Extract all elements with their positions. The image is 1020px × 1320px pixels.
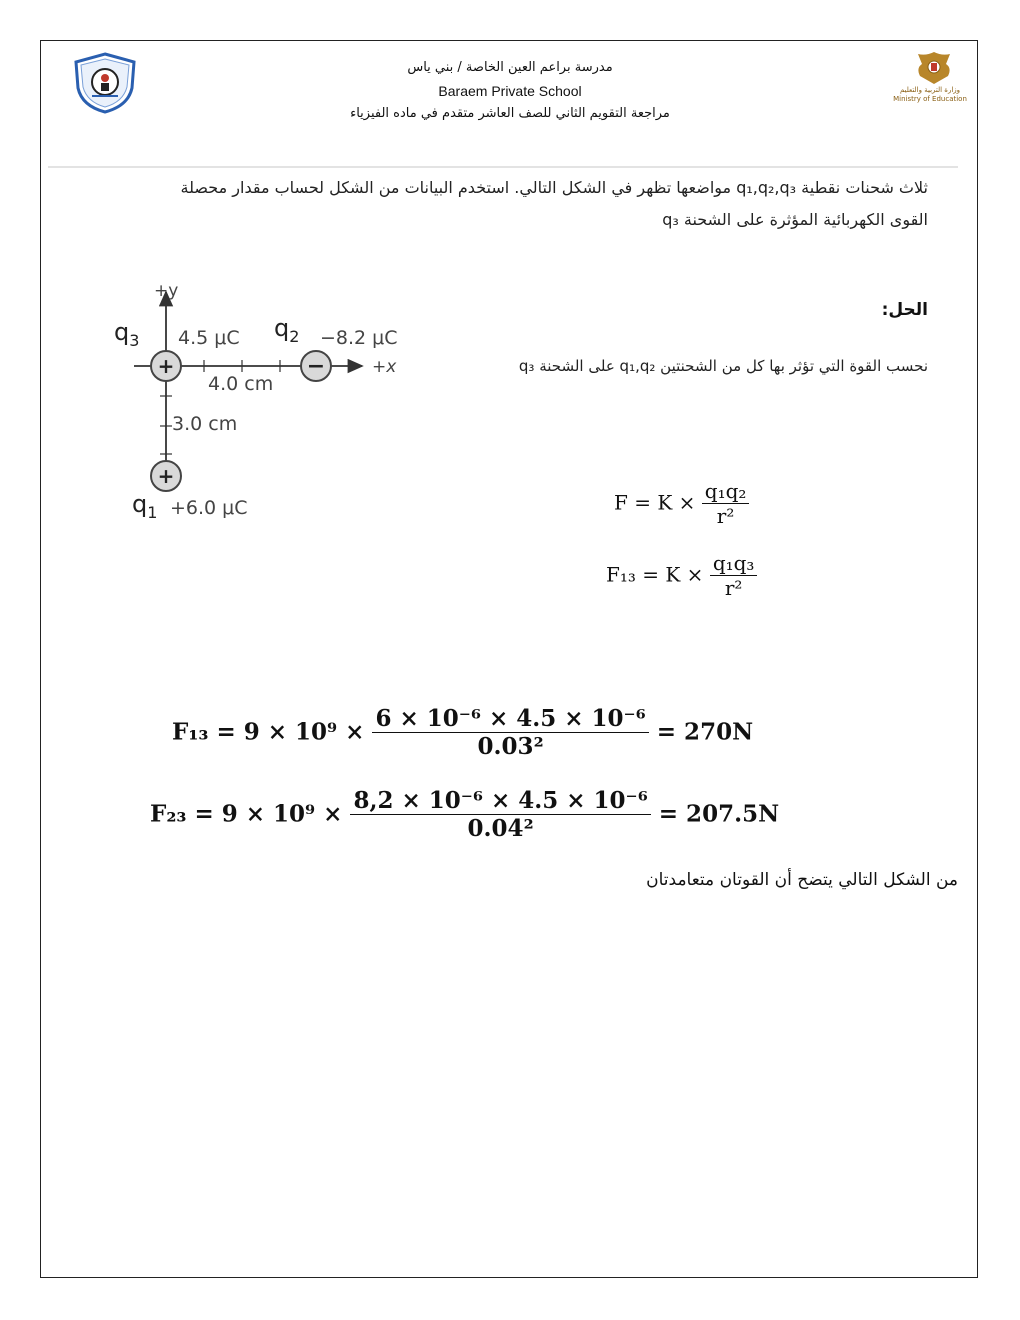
charge-q3 [151,351,181,381]
ministry-emblem [912,50,956,86]
calc-f13-num: 6 × 10⁻⁶ × 4.5 × 10⁻⁶ [372,706,648,733]
calc-f23-result: = 207.5N [658,800,780,828]
calc-f13-den: 0.03² [477,733,544,761]
q2-sign: − [306,354,326,379]
q2-label: $q_2$ [274,314,300,346]
ministry-caption [880,86,980,104]
calc-f13-result: = 270N [656,718,754,746]
school-name-en: Baraem Private School [438,83,582,99]
formula-general-lhs: F = K × [614,490,696,515]
calc-f23-den: 0.04² [467,815,534,843]
school-name-ar: مدرسة براعم العين الخاصة / بني ياس [407,60,613,75]
formula-f13-lhs: F₁₃ = K × [606,562,704,587]
header-divider [48,166,958,168]
ministry-name-en: Ministry of Education [893,95,967,103]
q2-value: −8.2 μC [320,327,398,349]
formula-f13-fraction [710,552,758,600]
solution-label: الحل: [881,300,928,320]
school-logo [72,52,138,114]
question-text: ثلاث شحنات نقطية q₁,q₂,q₃ مواضعها تظهر في الشكل التالي. استخدم البيانات من الشكل لحساب مقدار محصلة القوى الكهربائية المؤثرة على الشحنة q₃ [180,178,928,229]
calculation-f13 [172,706,753,761]
x-axis-label: +x [372,357,397,377]
calculation-f23 [150,788,779,843]
formula-general-fraction [702,480,750,528]
calc-f23-fraction [350,788,650,843]
conclusion-text: من الشكل التالي يتضح أن القوتان متعامدتان [646,870,958,890]
charge-q1 [151,461,181,491]
formula-general-num: q₁q₂ [702,480,750,504]
charge-q2 [301,351,331,381]
formula-general [614,480,749,528]
formula-f13-den: r² [724,576,743,600]
q3-value: 4.5 μC [178,327,240,349]
distance-y: 3.0 cm [172,413,238,435]
formula-general-den: r² [716,504,735,528]
distance-x: 4.0 cm [208,373,274,395]
q1-sign: + [157,464,175,488]
y-axis-label: +y [154,281,179,301]
formula-f13 [606,552,757,600]
q1-label: $q_1$ [132,490,158,522]
solution-intro: نحسب القوة التي تؤثر بها كل من الشحنتين q₁,q₂ على الشحنة q₃ [518,357,928,375]
calc-f13-fraction [372,706,648,761]
formula-f13-num: q₁q₃ [710,552,758,576]
calc-f23-num: 8,2 × 10⁻⁶ × 4.5 × 10⁻⁶ [350,788,650,815]
ministry-name-ar: وزارة التربية والتعليم [899,86,961,94]
calc-f23-lhs: F₂₃ = 9 × 10⁹ × [150,800,343,828]
q1-value: +6.0 μC [170,497,248,519]
q3-sign: + [157,354,175,378]
review-subtitle: مراجعة التقويم الثاني للصف العاشر متقدم في ماده الفيزياء [350,106,670,121]
calc-f13-lhs: F₁₃ = 9 × 10⁹ × [172,718,365,746]
charge-diagram [100,276,430,536]
q3-label: $q_3$ [114,318,140,350]
